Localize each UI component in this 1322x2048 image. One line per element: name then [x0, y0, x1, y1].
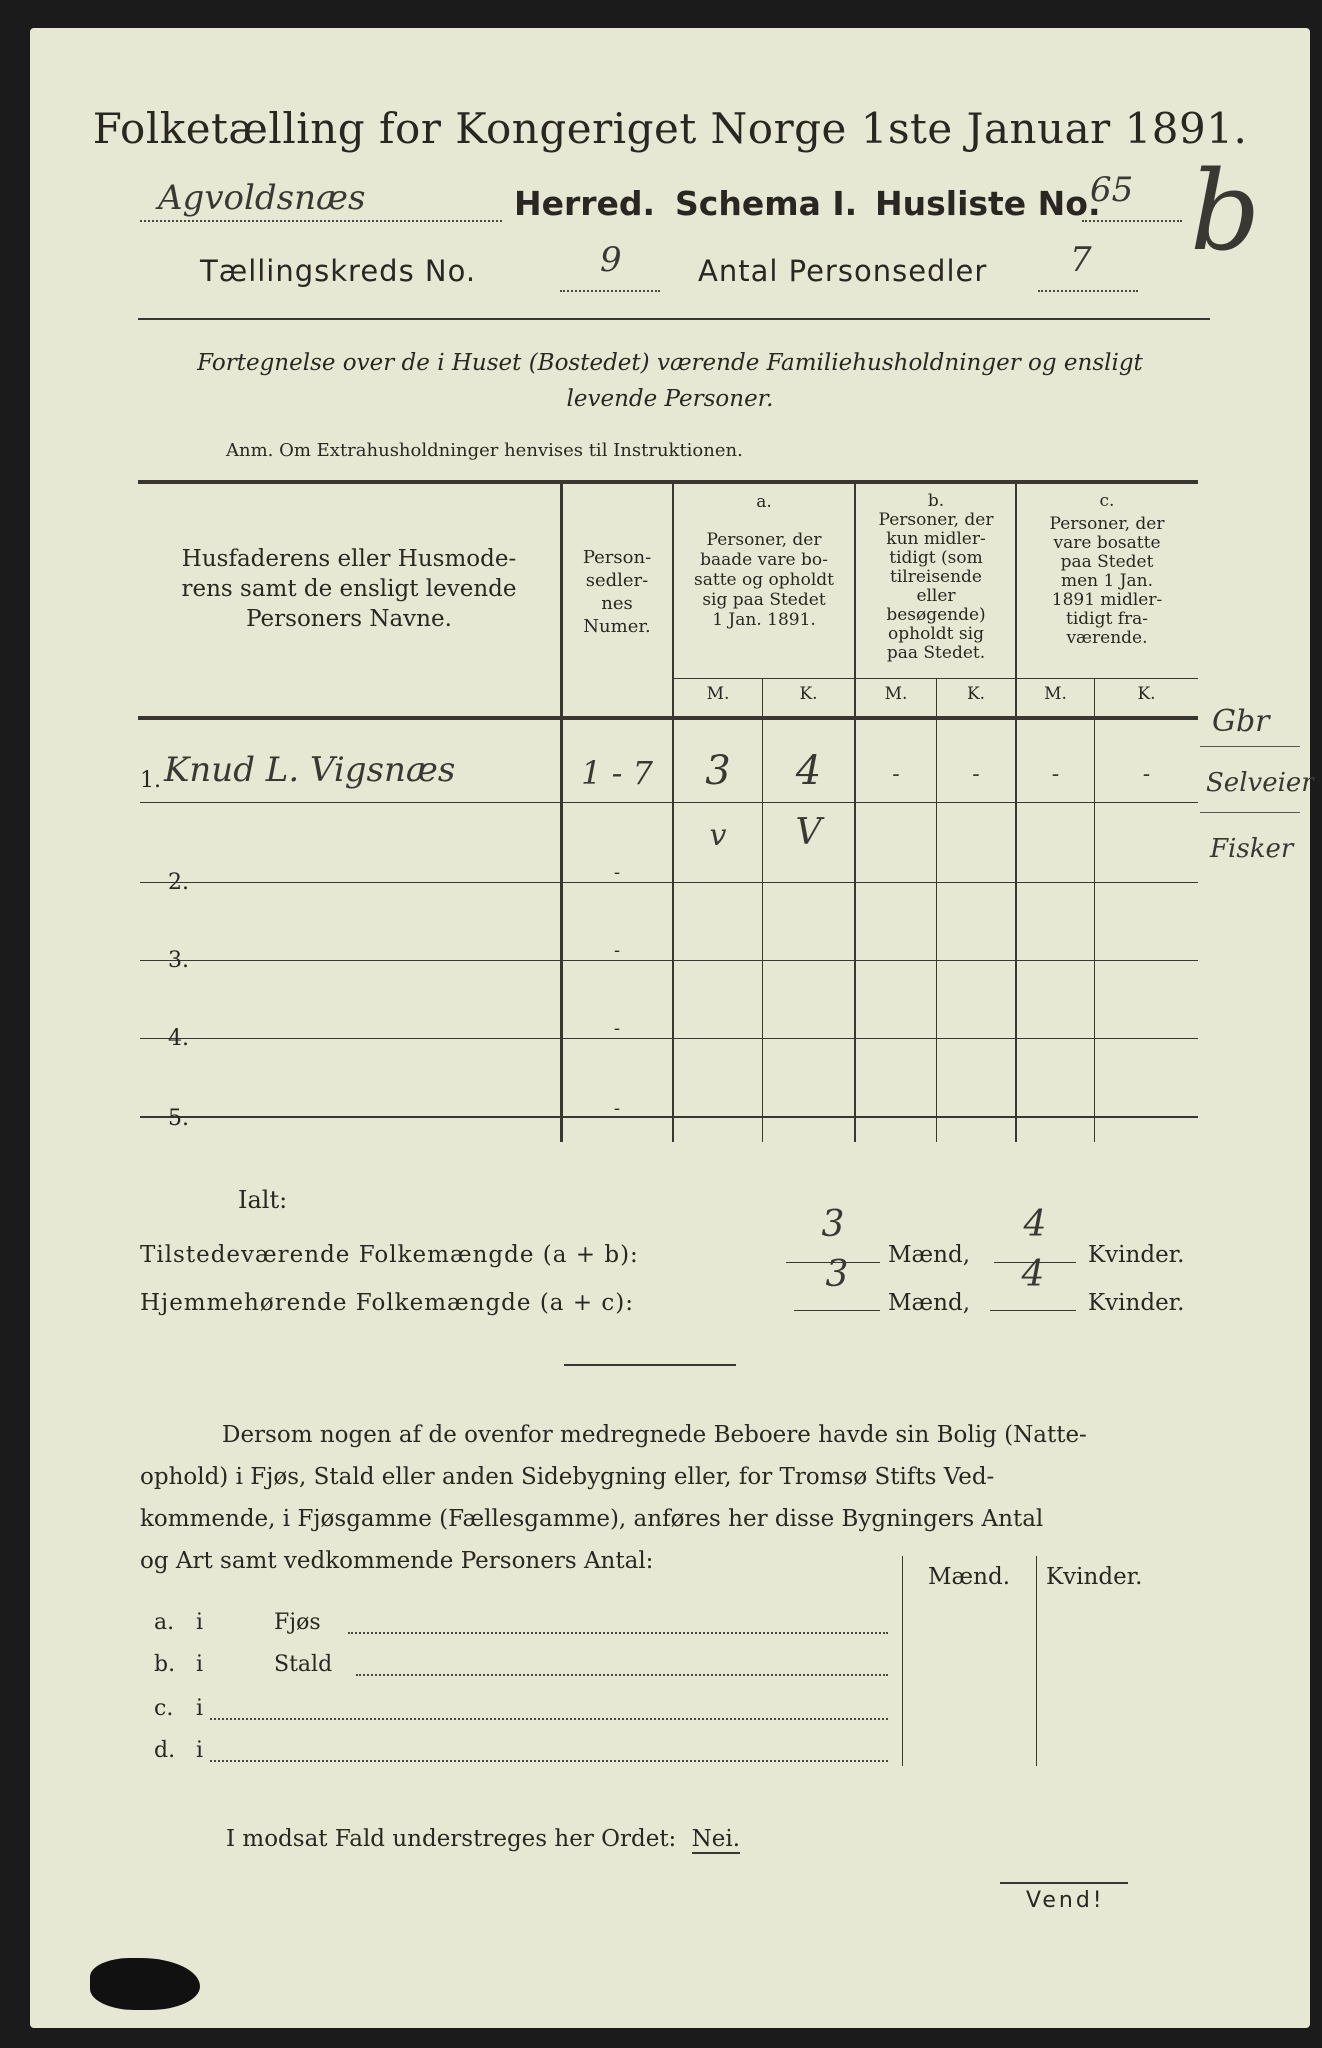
building-row-letter: d.: [154, 1738, 176, 1763]
tilstede-m-value: 3: [821, 1204, 845, 1245]
row-rule: [140, 802, 1198, 803]
margin-note-selveier: Selveier: [1206, 768, 1314, 798]
table-row-number: 2.: [168, 870, 189, 895]
hjemme-label: Hjemmehørende Folkemængde (a + c):: [140, 1290, 634, 1316]
margin-note-rule: [1200, 746, 1300, 747]
table-row-sedler-number: -: [613, 1018, 621, 1039]
vend-label: Vend!: [1026, 1888, 1105, 1913]
building-row-letter: a.: [154, 1610, 175, 1635]
c-m-header: M.: [1044, 684, 1067, 704]
kreds-dots: [560, 290, 660, 292]
margin-note-fisker: Fisker: [1210, 834, 1294, 864]
table-row-number: 1.: [140, 768, 161, 793]
herred-dots: [140, 220, 502, 222]
c-k-header: K.: [1137, 684, 1156, 704]
building-row-label: Fjøs: [274, 1610, 321, 1635]
hjemme-k-line: [990, 1310, 1076, 1311]
section-divider: [564, 1364, 736, 1366]
table-row-c-m: -: [1051, 762, 1060, 787]
col-divider: [560, 484, 563, 1142]
schema-label: Schema I.: [675, 184, 858, 223]
col-names-header: Husfaderens eller Husmode- rens samt de ensligt levende Personers Navne.: [181, 546, 517, 632]
building-row-dots: [210, 1718, 888, 1720]
intro-line-1: Fortegnelse over de i Huset (Bostedet) værende Familiehusholdninger og ensligt: [197, 350, 1143, 376]
hjemme-m-value: 3: [825, 1254, 849, 1295]
col-b-header: b. Personer, der kun midler- tidigt (som tilreisende eller besøgende) opholdt sig paa Stedet.: [878, 491, 994, 663]
hjemme-maend: Mænd,: [888, 1290, 971, 1316]
building-row-dots: [356, 1674, 888, 1676]
table-row-sedler-number: -: [613, 862, 621, 883]
table-row-b-k: -: [972, 762, 980, 787]
building-row-i: i: [196, 1652, 204, 1677]
building-row-i: i: [196, 1696, 204, 1721]
check-mark: V: [795, 812, 822, 853]
tilstede-kvinder: Kvinder.: [1088, 1242, 1185, 1268]
ink-blot: [90, 1958, 200, 2010]
check-mark: v: [709, 818, 727, 853]
table-row-sedler-number: -: [613, 940, 621, 961]
buildings-maend-header: Mænd.: [928, 1564, 1011, 1590]
margin-letter-b: b: [1190, 147, 1261, 275]
tilstede-label: Tilstedeværende Folkemængde (a + b):: [140, 1242, 639, 1268]
col-divider: [936, 678, 937, 1142]
building-row-label: Stald: [274, 1652, 333, 1677]
table-row-c-k: -: [1142, 762, 1151, 787]
col-number-header: Person- sedler- nes Numer.: [582, 547, 652, 637]
tilstede-k-value: 4: [1023, 1204, 1047, 1245]
table-row-sedler-number: 1 - 7: [581, 754, 653, 792]
vend-rule: [1000, 1882, 1128, 1884]
a-m-header: M.: [706, 684, 730, 704]
husliste-label: Husliste No.: [875, 184, 1101, 223]
nei-word: Nei.: [691, 1826, 741, 1852]
hjemme-kvinder: Kvinder.: [1088, 1290, 1185, 1316]
husliste-value: 65: [1090, 170, 1134, 210]
anm-note: Anm. Om Extrahusholdninger henvises til Instruktionen.: [226, 440, 743, 461]
table-top-rule: [138, 480, 1198, 484]
col-c-header: c. Personer, der vare bosatte paa Stedet men 1 Jan. 1891 midler- tidigt fra- værende.: [1049, 491, 1165, 648]
building-row-i: i: [196, 1738, 204, 1763]
a-k-header: K.: [799, 684, 818, 704]
margin-note-gbr: Gbr: [1212, 704, 1270, 739]
personsedler-dots: [1038, 290, 1138, 292]
table-row-b-m: -: [892, 762, 900, 787]
margin-note-rule: [1200, 812, 1300, 813]
husliste-dots: [1082, 220, 1182, 222]
header-rule: [138, 318, 1210, 320]
hjemme-m-line: [794, 1310, 880, 1311]
buildings-col-divider: [1036, 1556, 1037, 1766]
intro-line-2: levende Personer.: [566, 386, 774, 412]
herred-value: Agvoldsnæs: [158, 178, 366, 218]
table-row-number: 3.: [168, 948, 189, 973]
kreds-value: 9: [600, 240, 622, 280]
ialt-label: Ialt:: [238, 1186, 288, 1214]
building-row-i: i: [196, 1610, 204, 1635]
table-row-number: 4.: [168, 1026, 189, 1051]
buildings-paragraph: Dersom nogen af de ovenfor medregnede Beboere havde sin Bolig (Natte- ophold) i Fjøs, Stald eller anden Sidebygning eller, for Tromsø Stifts Ved- kommende, i Fjøsgamme (Fællesgamme), anføres her disse Bygningers Antal og Art samt vedkommende Personers Antal:: [140, 1422, 1087, 1574]
table-row-a-m: 3: [705, 748, 731, 794]
b-k-header: K.: [966, 684, 986, 704]
hjemme-k-value: 4: [1021, 1254, 1045, 1295]
b-m-header: M.: [884, 684, 908, 704]
kreds-label: Tællingskreds No.: [200, 254, 477, 288]
nei-instruction: I modsat Fald understreges her Ordet: Nei.: [226, 1826, 741, 1852]
census-form-sheet: [30, 28, 1314, 2028]
col-divider: [1094, 678, 1095, 1142]
personsedler-label: Antal Personsedler: [698, 254, 988, 288]
building-row-dots: [348, 1632, 888, 1634]
building-row-dots: [210, 1760, 888, 1762]
building-row-letter: b.: [154, 1652, 176, 1677]
form-title: Folketælling for Kongeriget Norge 1ste Januar 1891.: [92, 104, 1248, 153]
table-row-number: 5.: [168, 1106, 189, 1131]
buildings-col-divider: [902, 1556, 903, 1766]
table-row-a-k: 4: [795, 748, 822, 794]
building-row-letter: c.: [154, 1696, 174, 1721]
table-row-name: Knud L. Vigsnæs: [164, 750, 456, 790]
tilstede-maend: Mænd,: [888, 1242, 971, 1268]
table-header-rule: [138, 716, 1198, 720]
col-a-header: a. Personer, der baade vare bo- satte og opholdt sig paa Stedet 1 Jan. 1891.: [694, 492, 834, 630]
herred-label: Herred.: [514, 184, 656, 223]
personsedler-value: 7: [1070, 240, 1092, 280]
buildings-kvinder-header: Kvinder.: [1046, 1564, 1143, 1590]
table-row-sedler-number: -: [613, 1098, 621, 1119]
